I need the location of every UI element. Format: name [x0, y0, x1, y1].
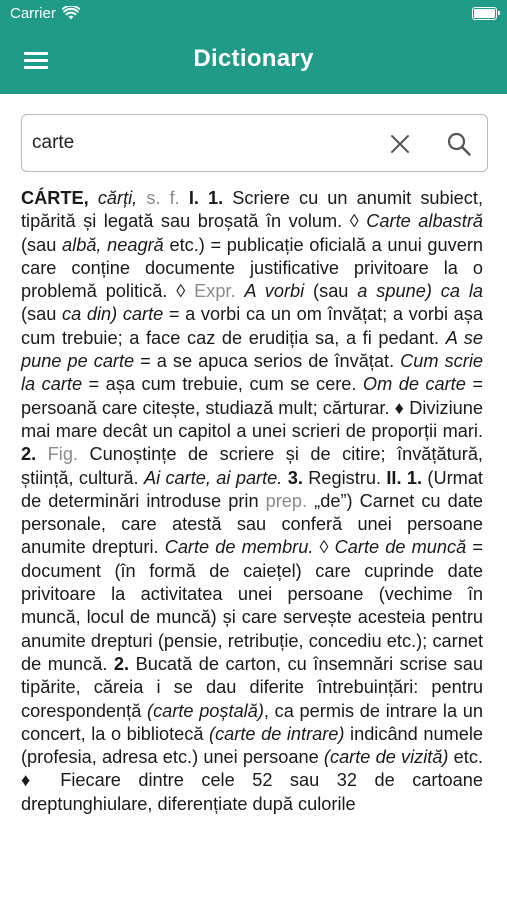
- definition-segment: A vorbi: [244, 281, 305, 302]
- definition-segment: albă, neagră: [62, 234, 164, 255]
- definition-segment: [137, 188, 146, 208]
- definition-segment: (sau: [21, 304, 63, 325]
- definition-segment: = a vorbi ca un om învățat; a vorbi așa cum trebuie; a face caz de erudiția sa, a fi pedant.: [21, 304, 483, 348]
- abbreviation: s. f.: [146, 188, 180, 208]
- definition-segment: ca din): [62, 304, 118, 325]
- page-title: Dictionary: [193, 45, 314, 72]
- definition-segment: Cum scrie la carte: [21, 351, 483, 395]
- sense-number: II. 1.: [386, 467, 423, 488]
- definition-segment: (Urmat de determinări introduse prin: [21, 467, 483, 511]
- headword: CÁRTE,: [21, 188, 89, 208]
- definition-segment: ca la: [440, 281, 483, 302]
- definition-segment: „de”) Carnet cu date personale, care atestă sau conferă unei persoane anumite drepturi.: [21, 490, 483, 558]
- definition-segment: cărți,: [97, 188, 138, 208]
- search-input[interactable]: [32, 127, 372, 159]
- definition-segment: carte: [122, 304, 164, 325]
- definition-segment: = așa cum trebuie, cum se cere.: [82, 374, 363, 395]
- definition-segment: = document (în formă de caiețel) care cuprinde date privitoare la activitatea unei persoane (vechime în muncă, locul de muncă) și care servește acesteia pentru anumite drepturi (pensie, retribuție, concediu etc.); carnet de muncă.: [21, 537, 483, 674]
- search-icon[interactable]: [446, 131, 472, 157]
- definition-segment: Bucată de carton, cu însemnări scrise sau tipărite, căreia i se dau diferite întrebuințări: pentru corespondență: [21, 653, 483, 721]
- definition-segment: (carte de vizită): [323, 747, 449, 768]
- definition-text: [21, 187, 483, 816]
- definition-body: [21, 188, 483, 814]
- definition-segment: [36, 444, 48, 464]
- definition-segment: Cunoștințe de scriere și de citire; învățătură, știință, cultură.: [21, 444, 483, 488]
- definition-segment: (sau: [304, 281, 358, 302]
- definition-segment: [89, 188, 98, 208]
- definition-segment: Om de carte: [362, 374, 466, 395]
- search-bar: [21, 114, 488, 172]
- definition-segment: a spune): [357, 281, 432, 302]
- definition-segment: (carte de intrare): [209, 723, 345, 744]
- abbreviation: Expr.: [194, 281, 236, 302]
- sense-number: 3.: [287, 467, 303, 488]
- definition-segment: A se pune pe carte: [21, 327, 484, 372]
- status-bar: [0, 0, 507, 28]
- definition-segment: [180, 188, 189, 208]
- abbreviation: prep.: [265, 490, 308, 511]
- definition-segment: (carte poștală): [147, 700, 264, 721]
- sense-number: 2.: [113, 653, 130, 674]
- definition-segment: ◊: [313, 537, 335, 558]
- battery-icon: [472, 7, 497, 20]
- definition-segment: Carte de muncă: [334, 537, 467, 558]
- definition-segment: etc.) = publicație oficială a unui guvern care conține documente justificative privitoare la o problemă politică. ◊: [21, 234, 484, 302]
- sense-number: I. 1.: [188, 188, 224, 208]
- definition-segment: Scriere cu un anumit subiect, tipărită și legată sau broșată în volum. ◊: [21, 188, 483, 232]
- wifi-icon: [62, 6, 80, 20]
- definition-segment: , ca permis de intrare la un concert, la o bibliotecă: [21, 700, 483, 744]
- app-header: [0, 0, 507, 94]
- abbreviation: Fig.: [47, 444, 78, 465]
- definition-segment: Ai carte, ai parte.: [143, 467, 283, 488]
- definition-segment: (sau: [21, 234, 63, 255]
- definition-segment: = persoană care citește, studiază mult; cărturar. ♦ Diviziune mai mare decât un capitol a unei scrieri de proporții mari.: [21, 374, 483, 441]
- definition-segment: [432, 281, 441, 301]
- definition-segment: indicând numele (profesia, adresa etc.) unei persoane: [21, 723, 483, 768]
- close-icon[interactable]: [388, 132, 412, 156]
- definition-segment: Carte albastră: [366, 211, 483, 232]
- definition-segment: Registru.: [302, 467, 387, 488]
- definition-segment: = a se apuca serios de învățat.: [134, 351, 401, 372]
- sense-number: 2.: [21, 444, 37, 465]
- definition-segment: etc. ♦ Fiecare dintre cele 52 sau 32 de cartoane dreptunghiulare, diferențiate după culorile: [21, 747, 483, 814]
- definition-segment: Carte de membru.: [164, 537, 314, 558]
- carrier-label: Carrier: [10, 5, 56, 22]
